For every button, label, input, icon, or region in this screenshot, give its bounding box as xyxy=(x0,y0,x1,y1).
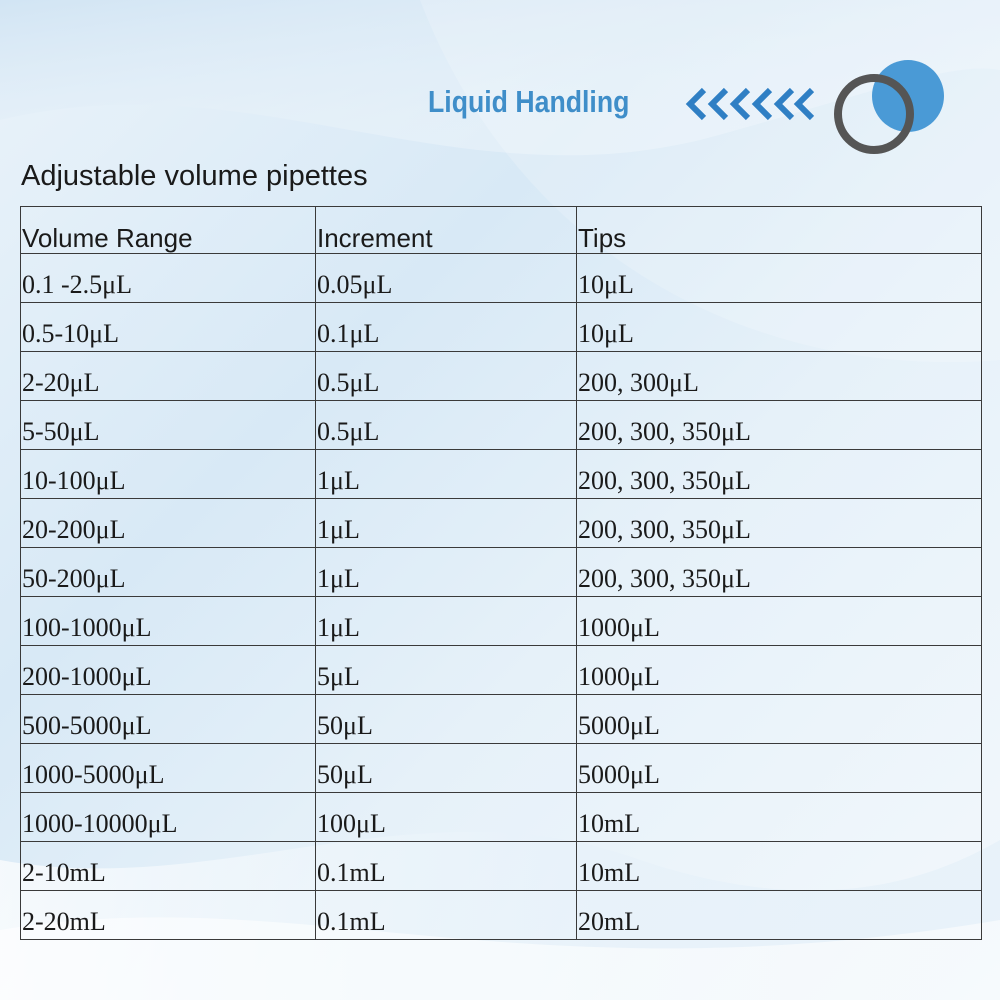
table-row xyxy=(21,450,982,499)
cell-tips: 10μL xyxy=(577,303,982,352)
cell-volume-range: 1000-5000μL xyxy=(21,744,316,793)
cell-tips: 10mL xyxy=(577,842,982,891)
cell-increment: 1μL xyxy=(316,450,577,499)
cell-increment: 0.5μL xyxy=(316,352,577,401)
double-chevron-left-icon xyxy=(684,86,814,122)
cell-tips: 200, 300, 350μL xyxy=(577,401,982,450)
cell-tips: 200, 300, 350μL xyxy=(577,450,982,499)
header-increment: Increment xyxy=(316,207,577,254)
section-title: Adjustable volume pipettes xyxy=(21,160,368,192)
table-row xyxy=(21,401,982,450)
header xyxy=(0,0,1000,160)
cell-tips: 200, 300μL xyxy=(577,352,982,401)
cell-volume-range: 2-10mL xyxy=(21,842,316,891)
header-volume-range: Volume Range xyxy=(21,207,316,254)
rings-logo-icon xyxy=(832,56,948,160)
table-row xyxy=(21,499,982,548)
cell-increment: 0.5μL xyxy=(316,401,577,450)
cell-volume-range: 10-100μL xyxy=(21,450,316,499)
table-row xyxy=(21,646,982,695)
cell-increment: 1μL xyxy=(316,548,577,597)
cell-tips: 10μL xyxy=(577,254,982,303)
table-row xyxy=(21,352,982,401)
cell-increment: 1μL xyxy=(316,499,577,548)
cell-tips: 200, 300, 350μL xyxy=(577,548,982,597)
cell-increment: 1μL xyxy=(316,597,577,646)
table-row xyxy=(21,303,982,352)
table-row xyxy=(21,548,982,597)
cell-tips: 200, 300, 350μL xyxy=(577,499,982,548)
cell-increment: 50μL xyxy=(316,695,577,744)
table-row xyxy=(21,695,982,744)
table-row xyxy=(21,842,982,891)
cell-increment: 0.1μL xyxy=(316,303,577,352)
cell-volume-range: 500-5000μL xyxy=(21,695,316,744)
cell-increment: 0.05μL xyxy=(316,254,577,303)
table-row xyxy=(21,254,982,303)
cell-tips: 20mL xyxy=(577,891,982,940)
cell-tips: 5000μL xyxy=(577,695,982,744)
header-tips: Tips xyxy=(577,207,982,254)
cell-volume-range: 1000-10000μL xyxy=(21,793,316,842)
cell-volume-range: 2-20μL xyxy=(21,352,316,401)
pipette-spec-table xyxy=(20,206,982,940)
cell-increment: 50μL xyxy=(316,744,577,793)
cell-tips: 5000μL xyxy=(577,744,982,793)
cell-volume-range: 5-50μL xyxy=(21,401,316,450)
table-row xyxy=(21,744,982,793)
cell-volume-range: 200-1000μL xyxy=(21,646,316,695)
cell-increment: 100μL xyxy=(316,793,577,842)
cell-volume-range: 20-200μL xyxy=(21,499,316,548)
brand-title: Liquid Handling xyxy=(428,84,630,119)
cell-increment: 0.1mL xyxy=(316,891,577,940)
table-row xyxy=(21,891,982,940)
cell-increment: 0.1mL xyxy=(316,842,577,891)
cell-volume-range: 0.1 -2.5μL xyxy=(21,254,316,303)
table-row xyxy=(21,793,982,842)
table-row xyxy=(21,597,982,646)
cell-volume-range: 50-200μL xyxy=(21,548,316,597)
cell-tips: 1000μL xyxy=(577,597,982,646)
cell-volume-range: 2-20mL xyxy=(21,891,316,940)
cell-volume-range: 0.5-10μL xyxy=(21,303,316,352)
table-header-row xyxy=(21,207,982,254)
cell-tips: 10mL xyxy=(577,793,982,842)
cell-volume-range: 100-1000μL xyxy=(21,597,316,646)
cell-tips: 1000μL xyxy=(577,646,982,695)
cell-increment: 5μL xyxy=(316,646,577,695)
